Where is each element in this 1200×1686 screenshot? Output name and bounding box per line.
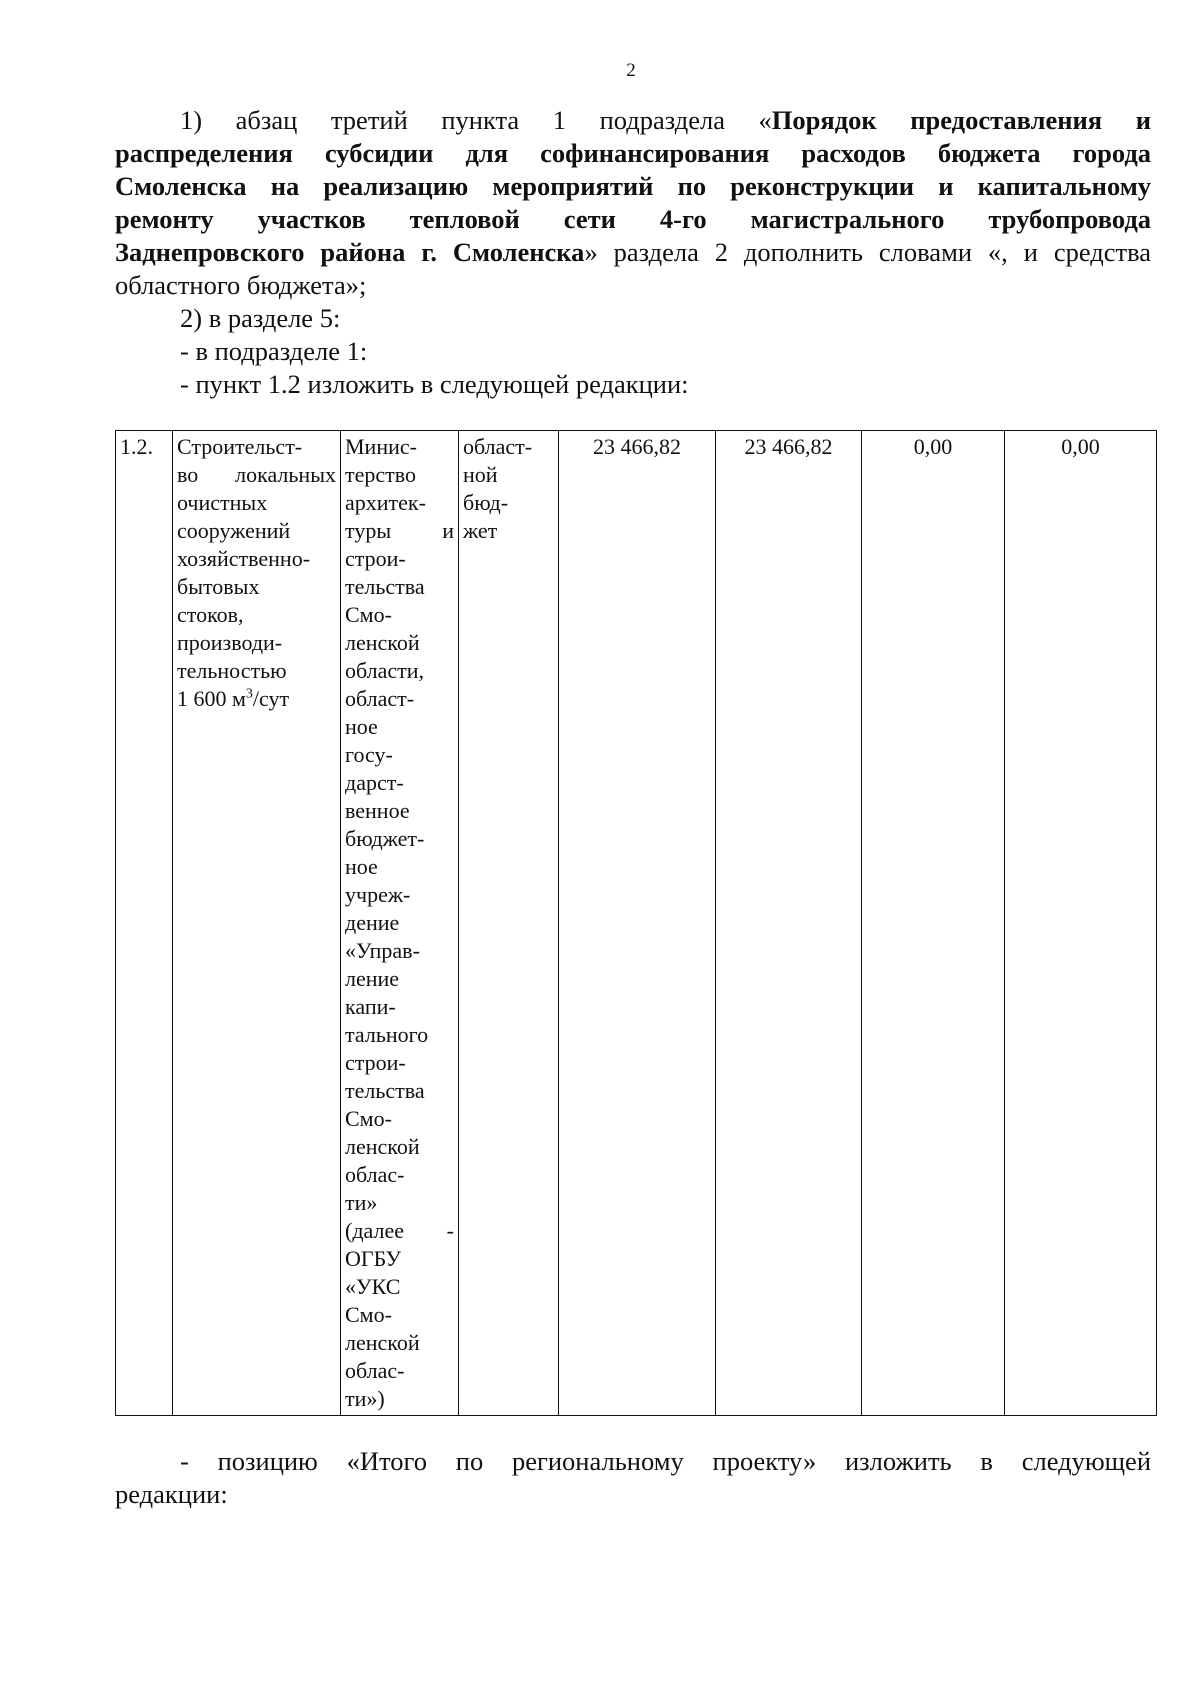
object-name-line: бытовых [177, 574, 260, 599]
executor-line: ОГБУ [345, 1246, 402, 1271]
executor-line: облас- [345, 1358, 405, 1383]
intro-line [115, 269, 1151, 302]
executor-line: терство [345, 462, 416, 487]
intro-line [115, 170, 1151, 203]
object-name-line: производи- [177, 630, 283, 655]
executor-line: тельства [345, 1078, 425, 1103]
object-name-line: стоков, [177, 602, 244, 627]
bold-text: ремонту участков тепловой сети 4-го магистрального трубопровода [115, 204, 1151, 234]
funding-source-cell [459, 431, 559, 1416]
page-number: 2 [626, 60, 636, 81]
executor-line: ленской [345, 1330, 420, 1355]
object-name-line: хозяйственно- [177, 546, 311, 571]
intro-line [115, 236, 1151, 269]
executor-line: тельства [345, 574, 425, 599]
executor-line: строи- [345, 546, 406, 571]
funding-source-line: ной [463, 462, 498, 487]
executor-line: области, [345, 658, 425, 683]
object-name-line: тельностью [177, 658, 287, 683]
amount-3-cell: 0,00 [1005, 431, 1157, 1416]
capacity-value: 1 600 м [177, 686, 246, 711]
total-amount-cell: 23 466,82 [559, 431, 716, 1416]
bold-text: Порядок предоставления и [771, 105, 1151, 135]
intro-line [115, 137, 1151, 170]
table-row [116, 431, 1157, 1416]
executor-line: тального [345, 1022, 429, 1047]
subsection-1-item: - в подразделе 1: [180, 336, 368, 366]
executor-line: госу- [345, 742, 393, 767]
executor-line: облас- [345, 1162, 405, 1187]
outro-line-1: - позицию «Итого по региональному проекту» изложить в следующей [180, 1446, 1151, 1476]
plain-text: областного бюджета»; [115, 270, 367, 300]
executor-line: ное [345, 714, 378, 739]
funding-source-line: жет [463, 518, 498, 543]
outro-line-2: редакции: [115, 1479, 228, 1509]
executor-line: венное [345, 798, 410, 823]
funding-source-line: област- [463, 434, 533, 459]
plain-text: 1) абзац третий пункта 1 подраздела « [180, 105, 772, 135]
object-name-line: Строительст- [177, 434, 303, 459]
executor-line: «Управ- [345, 938, 420, 963]
object-name-line: во локальных [177, 462, 336, 487]
capacity-superscript: 3 [245, 686, 253, 702]
executor-line: капи- [345, 994, 396, 1019]
outro-paragraph [115, 1445, 1151, 1511]
capacity-unit: /сут [252, 686, 290, 711]
executor-line: област- [345, 686, 415, 711]
executor-line: (далее - [345, 1218, 454, 1243]
intro-paragraph [115, 104, 1151, 302]
section-5-item: 2) в разделе 5: [180, 303, 341, 333]
object-name-line: сооружений [177, 518, 291, 543]
executor-line: ление [345, 966, 400, 991]
executor-cell [341, 431, 459, 1416]
executor-line: туры и [345, 518, 454, 543]
amount-2-cell: 0,00 [862, 431, 1005, 1416]
intro-line [115, 104, 1151, 137]
object-name-cell [173, 431, 341, 1416]
executor-line: архитек- [345, 490, 426, 515]
executor-line: дарст- [345, 770, 404, 795]
bold-text: Смоленска на реализацию мероприятий по реконструкции и капитальному [115, 171, 1151, 201]
executor-line: ленской [345, 630, 420, 655]
funding-source-line: бюд- [463, 490, 509, 515]
executor-line: ленской [345, 1134, 420, 1159]
bold-text: распределения субсидии для софинансирования расходов бюджета города [115, 138, 1151, 168]
plain-text: » раздела 2 дополнить словами «, и средства [584, 237, 1152, 267]
executor-line: дение [345, 910, 400, 935]
bold-text: Заднепровского района г. Смоленска [115, 237, 585, 267]
executor-line: ти» [345, 1190, 378, 1215]
point-instruction: - пункт 1.2 изложить в следующей редакции: [180, 369, 689, 399]
capacity-line [177, 685, 336, 713]
executor-line: Смо- [345, 1106, 392, 1131]
executor-line: Минис- [345, 434, 417, 459]
executor-line: бюджет- [345, 826, 425, 851]
executor-line: ное [345, 854, 378, 879]
executor-line: Смо- [345, 1302, 392, 1327]
executor-line: «УКС [345, 1274, 401, 1299]
amount-1-cell: 23 466,82 [716, 431, 862, 1416]
data-table [115, 430, 1157, 1416]
executor-line: ти») [345, 1386, 385, 1411]
row-number-cell: 1.2. [116, 431, 173, 1416]
intro-line [115, 203, 1151, 236]
executor-line: учреж- [345, 882, 411, 907]
object-name-line: очистных [177, 490, 268, 515]
executor-line: Смо- [345, 602, 392, 627]
executor-line: строи- [345, 1050, 406, 1075]
